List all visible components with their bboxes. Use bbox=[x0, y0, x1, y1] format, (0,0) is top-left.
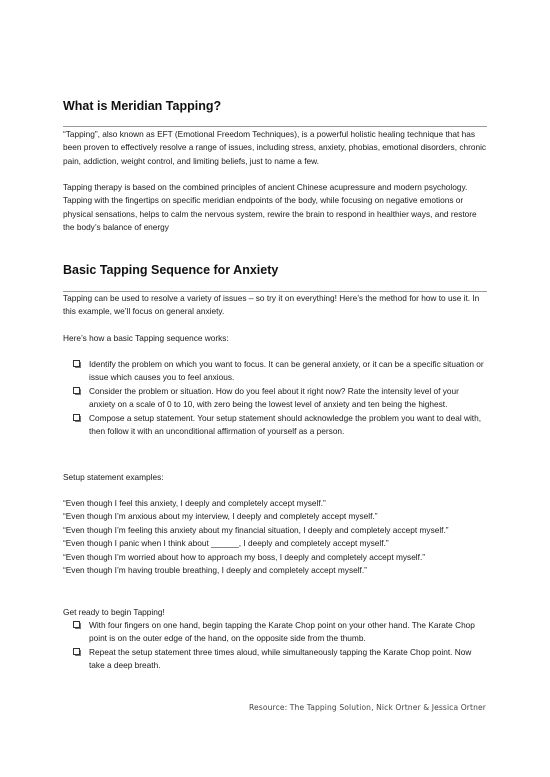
checkbox-bullet-icon bbox=[73, 360, 80, 367]
steps-list bbox=[63, 358, 487, 438]
paragraph-tapping-therapy: Tapping therapy is based on the combined principles of ancient Chinese acupressure and modern psychology. Tapping with the fingertips on specific meridian endpoints of the body, while focusing on negative emotions or physical sensations, helps to calm the nervous system, rewire the brain to respond in healthier ways, and restore the body’s balance of energy bbox=[63, 182, 477, 233]
example-statement: “Even though I’m worried about how to approach my boss, I deeply and completely accept myself.” bbox=[63, 551, 426, 562]
step-text: Consider the problem or situation. How do you feel about it right now? Rate the intensity level of your anxiety on a scale of 0 to 10, with zero being the lowest level of anxiety and ten being the highest. bbox=[89, 385, 459, 410]
checkbox-bullet-icon bbox=[73, 387, 80, 394]
paragraph-examples-label: Setup statement examples: bbox=[63, 472, 164, 482]
checkbox-bullet-icon bbox=[73, 621, 80, 628]
example-statement: “Even though I panic when I think about ______, I deeply and completely accept myself.” bbox=[63, 538, 389, 549]
step-text: Compose a setup statement. Your setup statement should acknowledge the problem you want to deal with, then follow it with an unconditional affirmation of yourself as a person. bbox=[89, 412, 482, 437]
footer-resource: Resource: The Tapping Solution, Nick Ortner & Jessica Ortner bbox=[249, 703, 486, 712]
section-heading-sequence: Basic Tapping Sequence for Anxiety bbox=[63, 263, 279, 277]
paragraph-sequence-intro: Tapping can be used to resolve a variety of issues – so try it on everything! Here’s the method for how to use it. In this example, we’ll focus on general anxiety. bbox=[63, 293, 480, 317]
setup-examples bbox=[63, 497, 487, 577]
step-text: With four fingers on one hand, begin tapping the Karate Chop point on your other hand. The Karate Chop point is on the outer edge of the hand, on the opposite side from the thumb. bbox=[89, 620, 475, 644]
heading-divider bbox=[63, 126, 487, 127]
example-statement: “Even though I’m feeling this anxiety about my financial situation, I deeply and completely accept myself.” bbox=[63, 524, 449, 535]
list-item bbox=[63, 358, 487, 385]
list-item bbox=[63, 619, 487, 646]
paragraph-how-it-works: Here’s how a basic Tapping sequence works: bbox=[63, 333, 229, 343]
example-statement: “Even though I’m anxious about my interview, I deeply and completely accept myself.” bbox=[63, 511, 378, 522]
step-text: Repeat the setup statement three times aloud, while simultaneously tapping the Karate Chop point. Now take a deep breath. bbox=[89, 646, 472, 671]
ready-steps-list bbox=[63, 619, 487, 673]
list-item bbox=[63, 412, 487, 439]
section-heading-meridian: What is Meridian Tapping? bbox=[63, 99, 222, 113]
paragraph-ready: Get ready to begin Tapping! bbox=[63, 607, 165, 617]
step-text: Identify the problem on which you want to focus. It can be general anxiety, or it can be a specific situation or issue which causes you to feel anxious. bbox=[89, 359, 484, 383]
checkbox-bullet-icon bbox=[73, 648, 80, 655]
list-item bbox=[63, 646, 487, 673]
example-statement: “Even though I’m having trouble breathing, I deeply and completely accept myself.” bbox=[63, 565, 367, 576]
example-statement: “Even though I feel this anxiety, I deeply and completely accept myself.” bbox=[63, 498, 326, 508]
list-item bbox=[63, 385, 487, 412]
paragraph-tapping-intro: “Tapping”, also known as EFT (Emotional Freedom Techniques), is a powerful holistic healing technique that has been proven to effectively resolve a range of issues, including stress, anxiety, phobias, emotional disorders, chronic pain, addiction, weight control, and limiting beliefs, just to name a few. bbox=[63, 129, 487, 166]
checkbox-bullet-icon bbox=[73, 414, 80, 421]
